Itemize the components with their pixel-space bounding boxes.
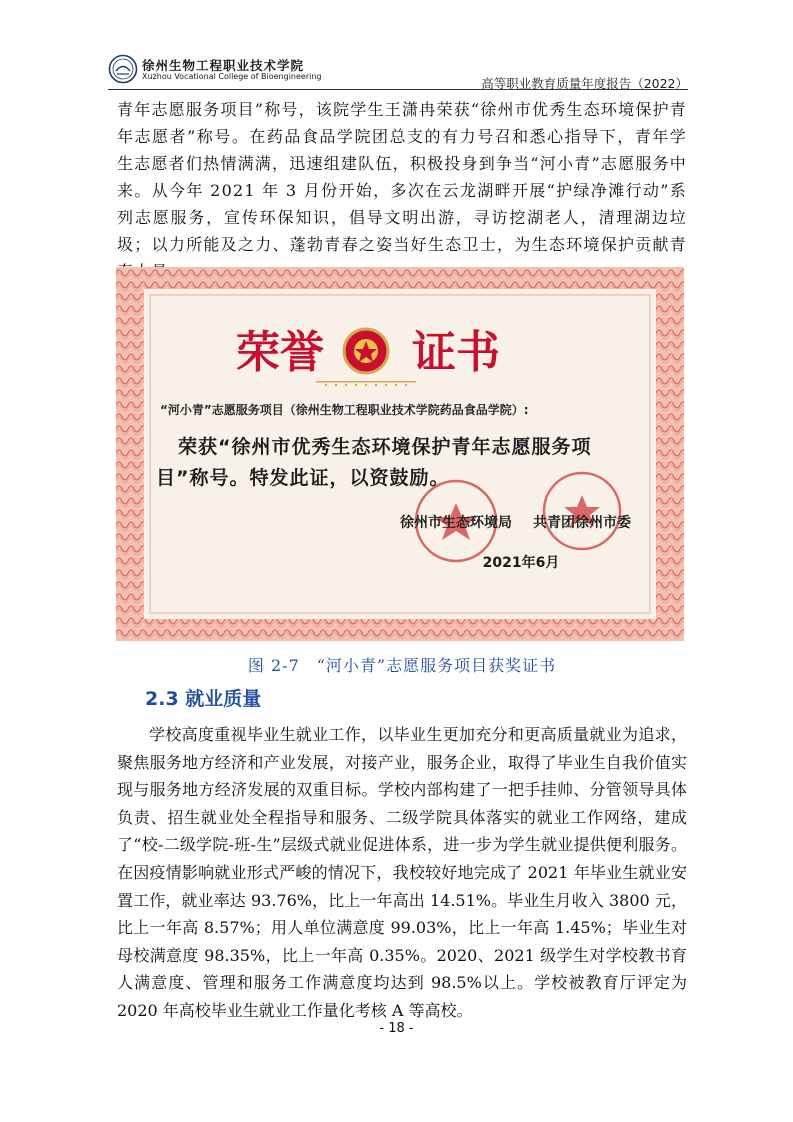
- certificate-image: [116, 267, 684, 641]
- header-divider: [108, 89, 688, 90]
- certificate-body-line1: 荣获“徐州市优秀生态环境保护青年志愿服务项: [178, 436, 592, 458]
- section-heading: 2.3 就业质量: [145, 688, 262, 710]
- paragraph-volunteer: 青年志愿服务项目”称号，该院学生王潇冉荣获“徐州市优秀生态环境保护青年志愿者”称号。在药品食品学院团总支的有力号召和悉心指导下，青年学生志愿者们热情满满，迅速组建队伍，积极投身到争当“河小青”志愿服务中来。从今年 2021 年 3 月份开始，多次在云龙湖畔开展“护绿净滩行动”系列志愿服务，宣传环保知识，倡导文明出游，寻访挖湖老人，清理湖边垃圾；以力所能及之力、蓬勃青春之姿当好生态卫士，为生态环境保护贡献青: [117, 100, 687, 254]
- youth-league-emblem-icon: [344, 329, 388, 373]
- school-logo-icon: [108, 54, 138, 84]
- issuer-youth-league: 共青团徐州市委: [533, 515, 631, 531]
- certificate-date: 2021年6月: [482, 555, 560, 571]
- paragraph-employment: 学校高度重视毕业生就业工作，以毕业生更加充分和更高质量就业为追求，聚焦服务地方经济和产业发展，对接产业，服务企业，取得了毕业生自我价值实现与服务地方经济发展的双重目标。学校内部构建了一把手挂帅、分管领导具体负责、招生就业处全程指导和服务、二级学院具体落实的就业工作网络，建成了“校-二级学院-班-生”层级式就业促进体系，进一步为学生就业提供便利服务。在因疫情影响就业形式严峻的情况下，我校较好地完成了 2021 年毕业生就业安置工作，就业率达 93.76%，比上一年高出 14.51%。毕业生月收入 3800 元，比上一年高 8.57%；用人单位满意度 99.03%，比上一年高 1.45%；毕业生对母校满意度 98.35%，比上一年高 0.35%。2020、2021 级学生对学校教书育人满意度、管理和服务工作满意度均达到 98.5%以上。学校被教育厅评定为 2020 年高校毕业生就业工作量化考核 A 等高校。: [117, 725, 687, 1020]
- certificate-body-line2: 目”称号。特发此证，以资鼓励。: [156, 467, 450, 489]
- school-name-cn: 徐州生物工程职业技术学院: [142, 58, 305, 73]
- certificate-title-right: 证书: [412, 327, 500, 378]
- school-name-en: Xuzhou Vocational College of Bioengineering: [142, 72, 322, 81]
- certificate-recipient: “河小青”志愿服务项目（徐州生物工程职业技术学院药品食品学院）:: [160, 403, 529, 417]
- page-header: [108, 50, 688, 90]
- issuer-ecology-bureau: 徐州市生态环境局: [400, 515, 512, 531]
- certificate-title-left: 荣誉: [236, 327, 324, 378]
- page-number: - 18 -: [379, 1021, 414, 1036]
- report-title: 高等职业教育质量年度报告（2022）: [481, 76, 688, 91]
- figure-caption: 图 2-7 “河小青”志愿服务项目获奖证书: [247, 656, 557, 675]
